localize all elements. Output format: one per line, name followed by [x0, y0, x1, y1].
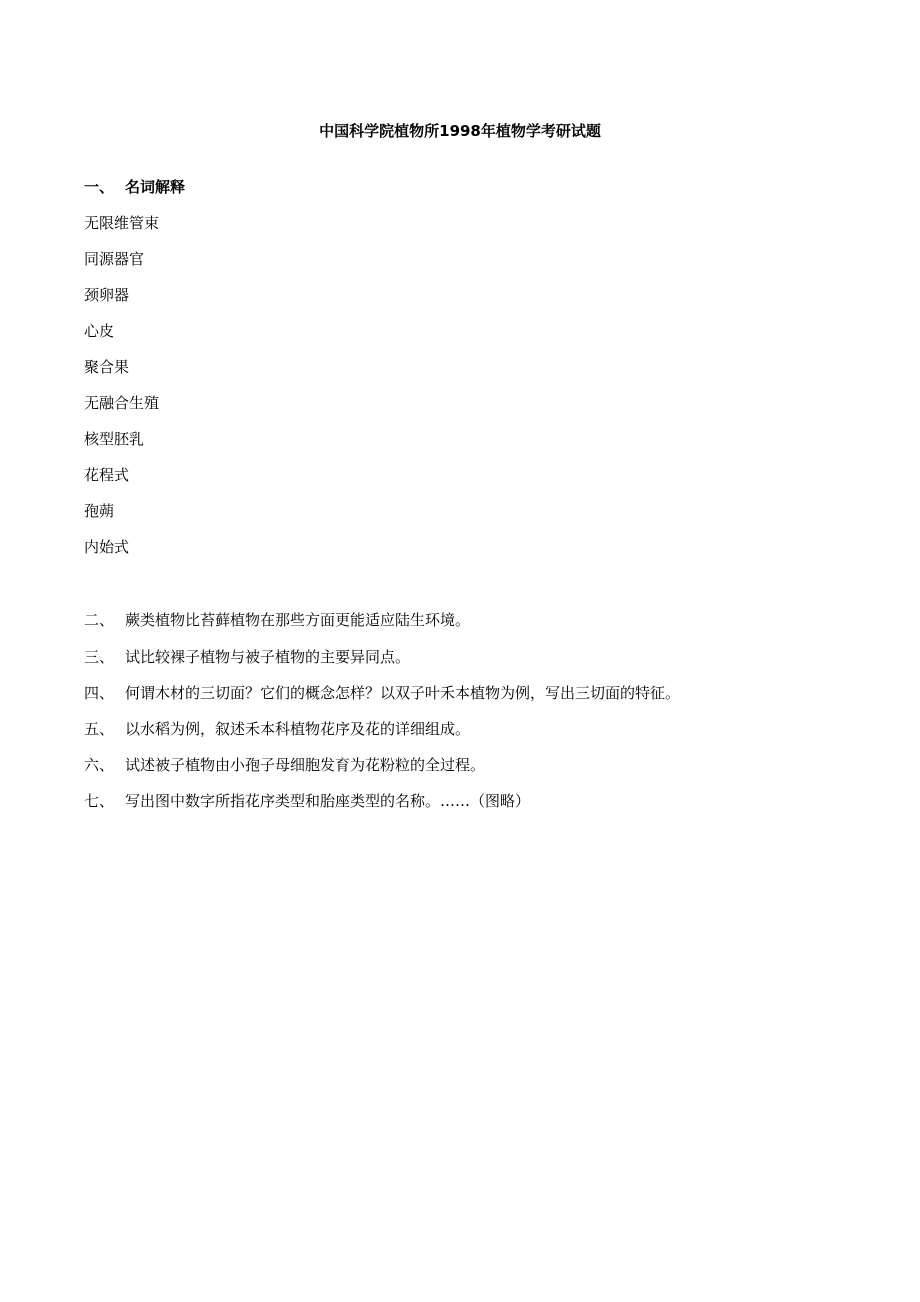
question-number: 二、 [84, 611, 115, 629]
question-number: 六、 [84, 756, 115, 774]
question-item [84, 755, 485, 775]
term-item: 孢蒴 [84, 502, 115, 520]
term-item: 颈卵器 [84, 286, 130, 304]
term-item: 内始式 [84, 538, 130, 556]
question-item [84, 719, 470, 739]
term-item: 心皮 [84, 322, 115, 340]
section-heading [84, 177, 185, 197]
term-item: 聚合果 [84, 358, 130, 376]
document-title: 中国科学院植物所1998年植物学考研试题 [319, 122, 601, 140]
question-number: 七、 [84, 792, 115, 810]
term-item: 同源器官 [84, 250, 145, 268]
question-text: 何谓木材的三切面？它们的概念怎样？以双子叶禾本植物为例，写出三切面的特征。 [125, 684, 681, 702]
question-item [84, 610, 470, 630]
question-item [84, 683, 680, 703]
question-text: 以水稻为例，叙述禾本科植物花序及花的详细组成。 [125, 720, 471, 738]
question-text: 试述被子植物由小孢子母细胞发育为花粉粒的全过程。 [125, 756, 486, 774]
question-number: 三、 [84, 648, 115, 666]
term-item: 无限维管束 [84, 214, 160, 232]
section-number: 一、 [84, 178, 115, 196]
term-item: 无融合生殖 [84, 394, 160, 412]
question-number: 五、 [84, 720, 115, 738]
term-item: 花程式 [84, 466, 130, 484]
question-text: 蕨类植物比苔藓植物在那些方面更能适应陆生环境。 [125, 611, 471, 629]
question-text: 试比较裸子植物与被子植物的主要异同点。 [125, 648, 411, 666]
term-item: 核型胚乳 [84, 430, 145, 448]
question-item [84, 791, 530, 811]
question-item [84, 647, 410, 667]
section-title: 名词解释 [125, 178, 186, 196]
question-number: 四、 [84, 684, 115, 702]
question-text: 写出图中数字所指花序类型和胎座类型的名称。……（图略） [125, 792, 531, 810]
